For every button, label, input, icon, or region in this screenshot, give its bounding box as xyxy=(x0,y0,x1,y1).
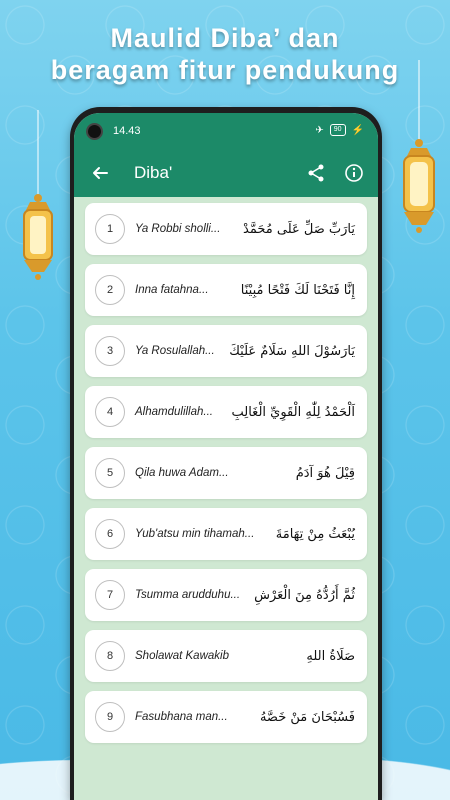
item-arabic-title: يُبْعَثُ مِنْ تِهَامَةَ xyxy=(275,526,355,542)
list-item[interactable] xyxy=(85,569,367,621)
item-latin-title: Yub'atsu min tihamah... xyxy=(135,528,255,540)
item-arabic-title: إِنَّا فَتَحْنَا لَكَ فَتْحًا مُبِيْنًا xyxy=(240,282,355,298)
item-number: 2 xyxy=(95,275,125,305)
list-item[interactable] xyxy=(85,386,367,438)
headline-line-2: beragam fitur pendukung xyxy=(50,55,400,85)
list-item[interactable] xyxy=(85,447,367,499)
item-arabic-title: يَارَسُوْلَ اللهِ سَلَامٌ عَلَيْكَ xyxy=(229,343,355,359)
item-arabic-title: قِيْلَ هُوَ آدَمُ xyxy=(295,465,355,481)
item-latin-title: Alhamdulillah... xyxy=(135,406,213,418)
item-latin-title: Ya Robbi sholli... xyxy=(135,223,221,235)
status-time: 14.43 xyxy=(113,125,141,137)
back-arrow-icon[interactable] xyxy=(88,161,112,185)
item-number: 3 xyxy=(95,336,125,366)
app-bar-title: Diba' xyxy=(134,163,173,182)
item-arabic-title: اَلْحَمْدُ لِلّٰهِ الْقَوِيِّ الْغَالِبِ xyxy=(231,404,355,420)
list-item[interactable] xyxy=(85,691,367,743)
item-number: 8 xyxy=(95,641,125,671)
headline-line-1: Maulid Diba’ dan xyxy=(110,23,340,53)
item-arabic-title: ثُمَّ أَرُدُّهُ مِنَ الْعَرْشِ xyxy=(254,587,355,603)
phone-screen xyxy=(74,113,378,800)
promo-headline xyxy=(0,22,450,86)
camera-icon xyxy=(86,123,103,140)
lantern-right-icon xyxy=(396,60,442,250)
item-number: 1 xyxy=(95,214,125,244)
status-icons xyxy=(315,124,364,136)
item-arabic-title: صَلَاةُ اللهِ xyxy=(306,648,355,664)
item-arabic-title: فَسُبْحَانَ مَنْ خَصَّهُ xyxy=(259,709,355,725)
app-bar xyxy=(74,149,378,197)
item-number: 7 xyxy=(95,580,125,610)
list-item[interactable] xyxy=(85,264,367,316)
item-latin-title: Tsumma arudduhu... xyxy=(135,589,241,601)
lantern-left-icon xyxy=(16,110,60,290)
phone-frame xyxy=(70,107,382,800)
list-item[interactable] xyxy=(85,630,367,682)
item-latin-title: Fasubhana man... xyxy=(135,711,228,723)
airplane-icon: ✈ xyxy=(315,124,324,136)
item-latin-title: Inna fatahna... xyxy=(135,284,209,296)
item-number: 5 xyxy=(95,458,125,488)
diba-list xyxy=(74,197,378,800)
item-arabic-title: يَارَبِّ صَلِّ عَلَى مُحَمَّدْ xyxy=(243,221,355,237)
battery-icon: 90 xyxy=(330,124,346,136)
list-item[interactable] xyxy=(85,325,367,377)
item-number: 9 xyxy=(95,702,125,732)
item-latin-title: Qila huwa Adam... xyxy=(135,467,229,479)
share-icon[interactable] xyxy=(304,161,328,185)
item-latin-title: Ya Rosulallah... xyxy=(135,345,215,357)
item-number: 4 xyxy=(95,397,125,427)
info-icon[interactable] xyxy=(342,161,366,185)
status-bar xyxy=(74,113,378,149)
list-item[interactable] xyxy=(85,508,367,560)
charging-icon: ⚡ xyxy=(351,124,364,136)
item-number: 6 xyxy=(95,519,125,549)
list-item[interactable] xyxy=(85,203,367,255)
item-latin-title: Sholawat Kawakib xyxy=(135,650,229,662)
